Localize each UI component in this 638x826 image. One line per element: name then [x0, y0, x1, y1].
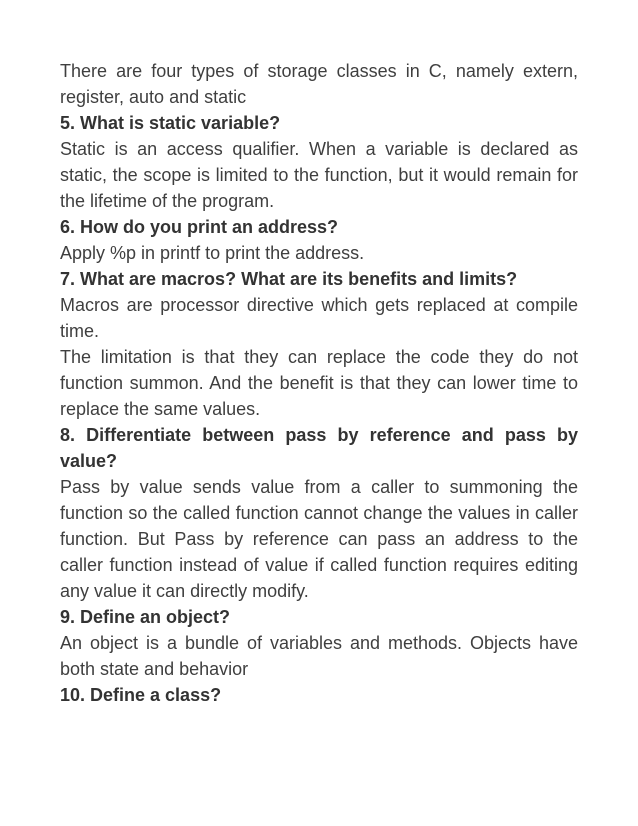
answer-8-paragraph: Pass by value sends value from a caller to summoning the function so the called function cannot change the values in caller function. But Pass by reference can pass an address to the caller function instead of value if called function requires editing any value it can directly modify. [60, 477, 578, 601]
question-5-heading: 5. What is static variable? [60, 113, 281, 133]
question-7-heading: 7. What are macros? What are its benefits and limits? [60, 269, 518, 289]
answer-5-paragraph: Static is an access qualifier. When a variable is declared as static, the scope is limited to the function, but it would remain for the lifetime of the program. [60, 139, 578, 211]
question-6-heading: 6. How do you print an address? [60, 217, 339, 237]
answer-7-paragraph-1: Macros are processor directive which gets replaced at compile time. [60, 295, 578, 341]
answer-9-paragraph: An object is a bundle of variables and methods. Objects have both state and behavior [60, 633, 578, 679]
question-9-heading: 9. Define an object? [60, 607, 231, 627]
question-8-heading: 8. Differentiate between pass by reference and pass by value? [60, 425, 578, 471]
document-page [60, 58, 578, 708]
storage-classes-paragraph: There are four types of storage classes in C, namely extern, register, auto and static [60, 61, 578, 107]
answer-6-paragraph: Apply %p in printf to print the address. [60, 243, 365, 263]
question-10-heading: 10. Define a class? [60, 685, 222, 705]
answer-7-paragraph-2: The limitation is that they can replace the code they do not function summon. And the benefit is that they can lower time to replace the same values. [60, 347, 578, 419]
